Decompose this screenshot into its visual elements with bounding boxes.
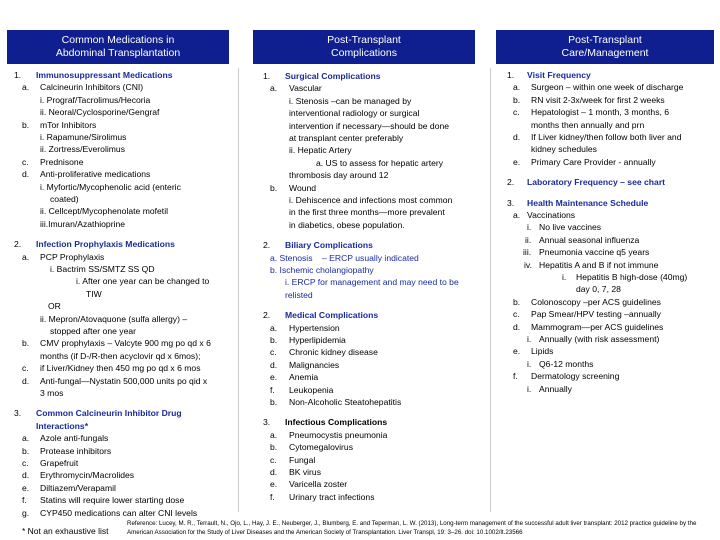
list-item-text: b. [22,119,30,130]
list-item-text: thrombosis day around 12 [289,170,389,181]
list-item-text: Medical Complications [285,310,379,321]
list-item-text: mTor Inhibitors [40,119,97,130]
list-item-text: Infectious Complications [285,417,388,428]
list-item-text: b. [270,182,278,193]
list-item-text: Primary Care Provider - annually [531,156,656,167]
header-common-medications [7,30,229,64]
list-item-text: Annual seasonal influenza [539,234,640,245]
list-item-text: Prednisone [40,156,84,167]
list-item-text: 1. [507,70,515,80]
list-item-text: iii. [523,247,532,258]
list-item-text: TIW [86,288,102,299]
list-item-text: Surgical Complications [285,71,381,81]
list-item-text: 1. [263,71,271,81]
list-item-text: 2. [507,177,515,188]
list-item-text: ii. [525,234,532,245]
list-item-text: Anti-proliferative medications [40,169,151,180]
list-item-text: b. [22,338,30,349]
list-item-text: a. [513,210,521,220]
list-item-text: Pneumonia vaccine q5 years [539,247,650,258]
list-item-text: – ERCP usually indicated [322,252,419,263]
list-item-text: f. [270,491,275,502]
header-line-1: Common Medications in [61,34,175,46]
list-item-text: at transplant center preferably [289,133,404,143]
list-item-text: coated) [50,194,79,204]
list-item-text: d. [22,470,30,481]
list-item-text: b. Ischemic cholangiopathy [270,265,374,275]
list-item-text: Vaccinations [527,210,576,220]
list-item-text: i. Prograf/Tacrolimus/Hecoria [40,94,151,105]
footnote: * Not an exhaustive list [22,526,109,536]
list-item-text: i. ERCP for management and may need to be [285,277,459,288]
list-item-text: Mammogram—per ACS guidelines [531,321,664,332]
list-item-text: e. [513,156,521,167]
list-item-text: c. [22,458,29,468]
list-item-text: Urinary tract infections [289,491,375,502]
list-item-text: Hepatitis B high-dose (40mg) [576,272,688,282]
list-item-text: i. [562,272,567,282]
list-item-text: Hyperlipidemia [289,335,346,345]
list-item-text: Infection Prophylaxis Medications [36,239,175,250]
list-item-text: a. [22,82,30,93]
column-divider [490,68,491,512]
list-item-text: i. [527,383,532,394]
list-item-text: Non-Alcoholic Steatohepatitis [289,397,402,407]
list-item-text: Q6-12 months [539,358,594,369]
list-item-text: 2. [263,240,271,251]
list-item-text: Anti-fungal—Nystatin 500,000 units po qid x [40,375,208,386]
list-item-text: b. [22,445,30,456]
list-item-text: b. [270,335,278,345]
list-item-text: d. [22,375,30,386]
list-item-text: Visit Frequency [527,70,591,80]
list-item-text: kidney schedules [531,144,597,155]
list-item-text: Fungal [289,454,316,465]
list-item-text: ii. Zortress/Everolimus [40,144,125,155]
list-item-text: Annually (with risk assessment) [539,334,660,344]
list-item-text: b. [513,94,521,105]
list-item-text: 2. [263,310,271,321]
list-item-text: ii. Mepron/Atovaquone (sulfa allergy) – [40,313,188,324]
list-item-text: iii.Imuran/Azathioprine [40,218,126,229]
list-item-text: Leukopenia [289,384,334,395]
list-item-text: 3. [14,408,22,419]
list-item-text: c. [513,309,520,320]
list-item-text: a. [22,251,30,262]
list-item-text: i. After one year can be changed to [76,276,210,287]
list-item-text: Hepatologist – 1 month, 3 months, 6 [531,107,670,118]
list-item-text: Laboratory Frequency – see chart [527,177,666,188]
list-item-text: Immunosuppressant Medications [36,70,173,80]
list-item-text: 3 mos [40,388,64,398]
list-item-text: 2. [14,239,22,250]
list-item-text: Malignancies [289,359,340,370]
list-item-text: Varicella zoster [289,479,348,490]
list-item-text: a. [270,429,278,440]
list-item-text: ii. Cellcept/Mycophenolate mofetil [40,206,169,217]
list-item-text: No live vaccines [539,222,602,233]
list-item-text: e. [270,479,278,490]
header-line-1: Post-Transplant [568,34,642,46]
list-item-text: d. [513,321,521,332]
list-item-text: a. [22,433,30,444]
list-item-text: i. [527,358,532,369]
list-item-text: If Liver kidney/then follow both liver and [531,132,682,142]
list-item-text: interventional radiology or surgical [289,108,420,119]
list-item-text: CYP450 medications can alter CNI levels [40,507,198,518]
list-item-text: Azole anti-fungals [40,433,109,444]
list-item-text: a. Stenosis [270,252,313,263]
list-item-text: e. [270,372,278,383]
list-item-text: PCP Prophylaxis [40,251,105,262]
list-item-text: 3. [507,197,515,208]
list-item-text: Cytomegalovirus [289,442,353,453]
list-item-text: in the first three months—more prevalent [289,207,445,218]
list-item-text: b. [270,442,278,453]
header-line-2: Care/Management [561,47,649,59]
list-item-text: d. [513,132,521,142]
list-item-text: e. [22,482,30,493]
list-item-text: 1. [14,70,22,80]
list-item-text: i. Myfortic/Mycophenolic acid (enteric [40,181,181,192]
list-item-text: Chronic kidney disease [289,347,378,358]
list-item-text: Anemia [289,372,319,383]
list-item-text: b. [513,296,521,307]
list-item-text: d. [270,359,278,370]
list-item-text: f. [22,495,27,506]
list-item-text: Grapefruit [40,458,79,468]
list-item-text: Wound [289,182,317,193]
list-item-text: Vascular [289,83,322,94]
list-item-text: Common Calcineurin Inhibitor Drug [36,408,182,419]
list-item-text: d. [22,169,30,180]
list-item-text: a. US to assess for hepatic artery [316,157,444,168]
list-item-text: Dermatology screening [531,371,620,382]
list-item-text: Statins will require lower starting dose [40,495,185,506]
list-item-text: i. Dehiscence and infections most common [289,195,453,205]
list-item-text: Annually [539,383,572,394]
list-item-text: Interactions* [36,420,89,431]
list-item-text: a. [270,322,278,333]
list-item-text: 3. [263,417,271,428]
header-line-1: Post-Transplant [327,34,401,46]
list-item-text: b. [270,397,278,407]
list-item-text: ii. Hepatic Artery [289,145,352,156]
list-item-text: if Liver/Kidney then 450 mg po qd x 6 mos [40,363,201,374]
list-item-text: Diltiazem/Verapamil [40,482,116,493]
list-item-text: Lipids [531,346,554,357]
list-item-text: Surgeon – within one week of discharge [531,82,684,93]
header-line-2: Complications [331,47,397,59]
list-item-text: c. [270,454,277,465]
list-item-text: c. [22,363,29,374]
reference-citation: Reference: Lucey, M. R., Terrault, N., Ojo, L., Hay, J. E., Neuberger, J., Blumberg, E. and Teperman, L. W. (2013), Long-term management of the successful adult liver transplant: 2012 practice guideline by the American Association for the Study of Liver Diseases and the American Society of Transplantation. Liver Transpl, 19: 3–26. doi: 10.1002/lt.23566 [127,520,697,536]
list-item-text: i. Stenosis –can be managed by [289,95,412,106]
list-item-text: ii. Neoral/Cyclosporine/Gengraf [40,107,160,118]
list-item-text: Hypertension [289,322,340,333]
list-item-text: i. Bactrim SS/SMTZ SS QD [50,264,155,274]
list-item-text: c. [22,156,29,167]
list-item-text: i. Rapamune/Sirolimus [40,132,127,142]
list-item-text: iv. [524,259,532,270]
list-item-text: BK virus [289,467,321,477]
column-divider [238,68,239,512]
list-item-text: a. [270,83,278,94]
list-item-text: CMV prophylaxis – Valcyte 900 mg po qd x 6 [40,338,211,349]
list-item-text: e. [513,346,521,357]
list-item-text: Hepatitis A and B if not immune [539,259,659,270]
list-item-text: g. [22,507,30,518]
list-item-text: Biliary Complications [285,240,373,251]
list-item-text: relisted [285,289,313,300]
list-item-text: f. [270,384,275,395]
list-item-text: months then annually and prn [531,119,645,130]
list-item-text: day 0, 7, 28 [576,284,621,295]
list-item-text: i. [527,222,532,233]
list-item-text: months (if D-/R-then acyclovir qd x 6mos); [40,350,201,361]
header-complications [253,30,475,64]
list-item-text: i. [527,334,532,344]
list-item-text: in diabetics, obese population. [289,219,405,230]
list-item-text: stopped after one year [50,326,136,336]
list-item-text: f. [513,371,518,382]
header-care-management [496,30,714,64]
list-item-text: a. [513,82,521,93]
list-item-text: intervention if necessary—should be done [289,120,450,131]
list-item-text: Colonoscopy –per ACS guidelines [531,296,661,307]
list-item-text: Pneumocystis pneumonia [289,429,388,440]
list-item-text: OR [48,301,61,312]
list-item-text: Pap Smear/HPV testing –annually [531,309,661,320]
list-item-text: Calcineurin Inhibitors (CNI) [40,82,144,93]
list-item-text: c. [270,347,277,358]
header-line-2: Abdominal Transplantation [55,47,181,59]
list-item-text: d. [270,467,278,477]
list-item-text: Protease inhibitors [40,445,112,456]
list-item-text: Erythromycin/Macrolides [40,470,135,481]
list-item-text: c. [513,107,520,118]
list-item-text: Health Maintenance Schedule [527,197,649,208]
list-item-text: RN visit 2-3x/week for first 2 weeks [531,94,665,105]
